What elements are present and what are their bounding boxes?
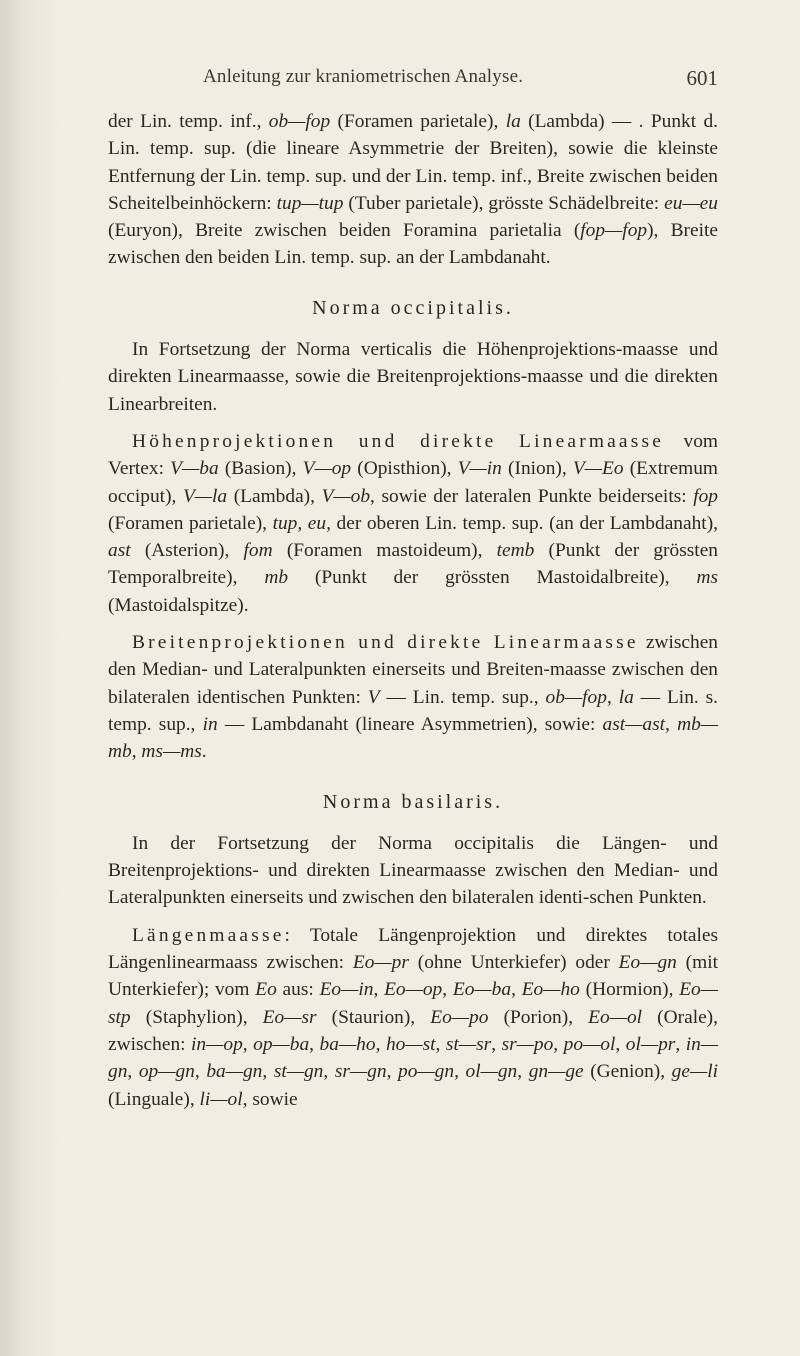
paragraph-breitenprojektionen: Breitenprojektionen und direkte Linearmaasse zwischen den Median- und Lateralpunkten einerseits und Breiten-maasse zwischen den bilateralen identischen Punkten: V — Lin. temp. sup., ob—fop, la — Lin. s. temp. sup., in — Lambdanaht (lineare Asymmetrien), sowie: ast—ast, mb—mb, ms—ms.: [108, 632, 719, 763]
running-head-title: Anleitung zur kraniometrischen Analyse.: [203, 66, 524, 87]
body-text: [108, 108, 718, 1113]
paragraph-occipitalis-intro: In Fortsetzung der Norma verticalis die Höhenprojektions-maasse und direkten Linearmaasse, sowie die Breitenprojektions-maasse und die direkten Linearbreiten.: [108, 339, 718, 415]
running-head: [108, 60, 718, 90]
paragraph-continuation: der Lin. temp. inf., ob—fop (Foramen parietale), la (Lambda) — . Punkt d. Lin. temp. sup. (die lineare Asymmetrie der Breiten), sowie die kleinste Entfernung der Lin. temp. sup. und der Lin. temp. inf., Breite zwischen beiden Scheitelbeinhöckern: tup—tup (Tuber parietale), grösste Schädelbreite: eu—eu (Euryon), Breite zwischen beiden Foramina parietalia (fop—fop), Breite zwischen den beiden Lin. temp. sup. an der Lambdanaht.: [108, 111, 718, 269]
page-number: 601: [686, 66, 718, 90]
paragraph-basilaris-intro: In der Fortsetzung der Norma occipitalis die Längen- und Breitenprojektions- und direkten Linearmaasse zwischen den Median- und Lateralpunkten einerseits und zwischen den bilateralen identi-schen Punkten.: [108, 832, 718, 909]
heading-norma-basilaris: Norma basilaris.: [322, 790, 504, 813]
page-gutter-shadow: [0, 0, 60, 1356]
paragraph-laengenmaasse: Längenmaasse: Totale Längenprojektion und direktes totales Längenlinearmaass zwischen: Eo—pr (ohne Unterkiefer) oder Eo—gn (mit Unterkiefer); vom Eo aus: Eo—in, Eo—op, Eo—ba, Eo—ho (Hormion), Eo—stp (Staphylion), Eo—sr (Staurion), Eo—po (Porion), Eo—ol (Orale), zwischen: in—op, op—ba, ba—ho, ho—st, st—sr, sr—po, po—ol, ol—pr, in—gn, op—gn, ba—gn, st—gn, sr—gn, po—gn, ol—gn, gn—ge (Genion), ge—li (Linguale), li—ol, sowie: [108, 924, 719, 1110]
book-page: [108, 60, 718, 1113]
paragraph-hoehenprojektionen: Höhenprojektionen und direkte Linearmaasse vom Vertex: V—ba (Basion), V—op (Opisthion), V—in (Inion), V—Eo (Extremum occiput), V—la (Lambda), V—ob, sowie der lateralen Punkte beiderseits: fop (Foramen parietale), tup, eu, der oberen Lin. temp. sup. (an der Lambdanaht), ast (Asterion), fom (Foramen mastoideum), temb (Punkt der grössten Temporalbreite), mb (Punkt der grössten Mastoidalbreite), ms (Mastoidalspitze).: [108, 430, 719, 616]
heading-norma-occipitalis: Norma occipitalis.: [312, 296, 514, 319]
